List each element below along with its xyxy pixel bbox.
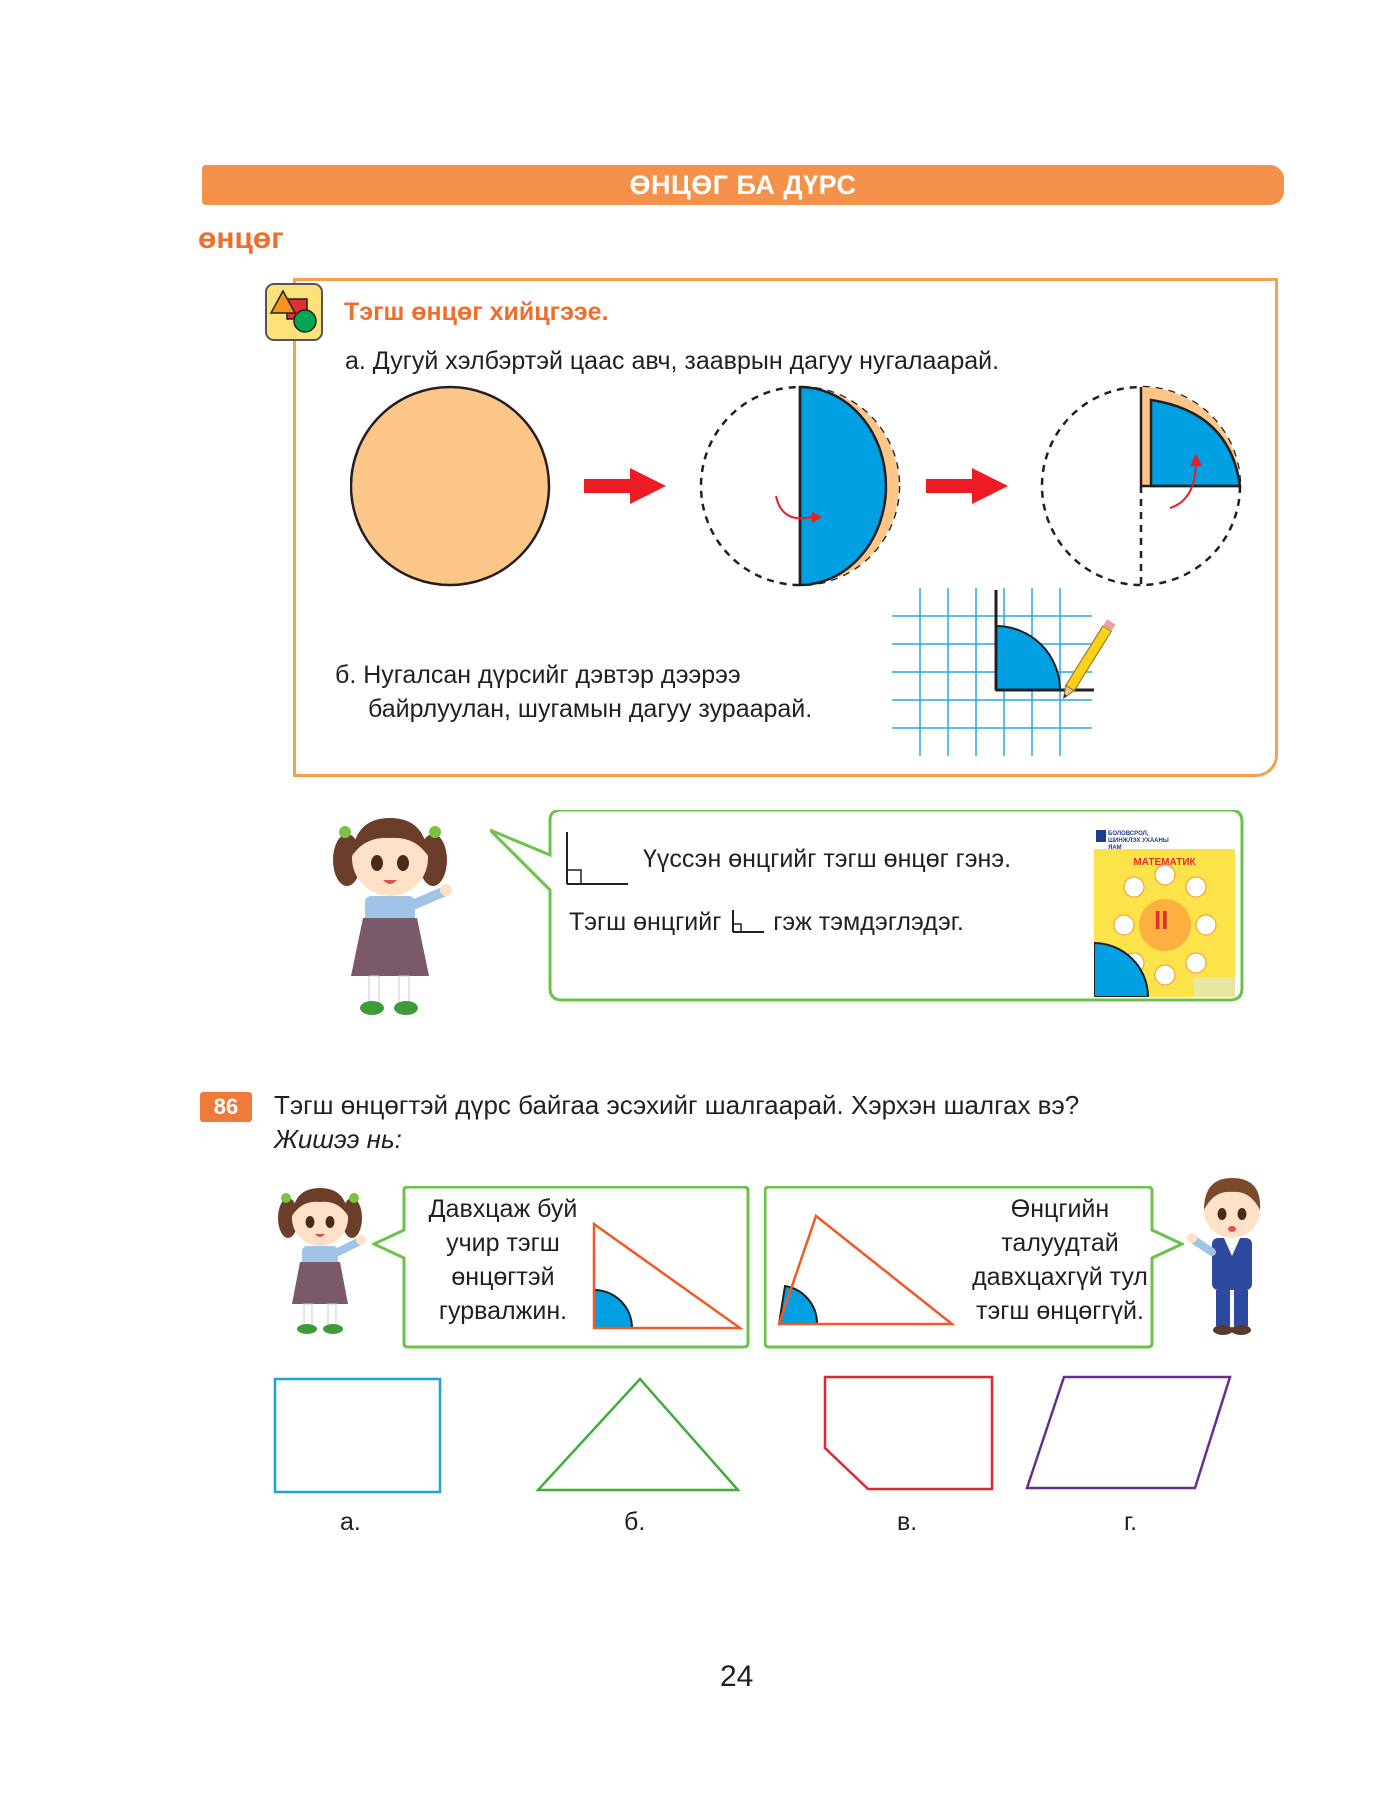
folding-steps-figure [350, 378, 1280, 598]
shapes-icon [265, 283, 323, 341]
step-a-text: а. Дугуй хэлбэртэй цаас авч, зааврын дагуу нугалаарай. [345, 347, 1000, 375]
note-line2-before: Тэгш өнцгийг [569, 908, 722, 936]
shape-label-g: г. [1124, 1508, 1138, 1536]
shape-label-a: а. [340, 1508, 361, 1536]
right-bubble-line: Өнцгийн [1010, 1195, 1110, 1223]
notebook-grid-figure [892, 588, 1132, 758]
right-bubble-text [955, 1192, 1165, 1328]
left-bubble-line: учир тэгш [446, 1229, 560, 1257]
left-bubble-line: Давхцаж буй [428, 1195, 578, 1223]
girl-character-illustration [325, 808, 465, 1023]
shape-triangle [538, 1379, 738, 1490]
textbook-cover [1094, 827, 1235, 997]
left-bubble-line: гурвалжин. [438, 1297, 568, 1325]
quarter-folded-circle [1042, 387, 1240, 585]
right-bubble-line: тэгш өнцөггүй. [976, 1297, 1144, 1325]
half-folded-circle [701, 387, 899, 585]
note-line1: Үүссэн өнцгийг тэгш өнцөг гэнэ. [643, 845, 1012, 873]
book-brand: БОЛОВСРОЛ, ШИНЖЛЭХ УХААНЫ ЯАМ [1108, 831, 1169, 851]
boy-character-illustration [1186, 1172, 1276, 1342]
chapter-title: ӨНЦӨГ БА ДҮРС [629, 170, 857, 200]
page-number: 24 [720, 1660, 754, 1693]
step-b-line1: б. Нугалсан дүрсийг дэвтэр дээрээ [335, 661, 741, 689]
right-bubble-line: давхцахгүй тул [972, 1263, 1148, 1291]
shape-rectangle [275, 1379, 440, 1492]
arrow-right-icon [584, 468, 666, 504]
shape-label-b: б. [624, 1508, 646, 1536]
book-title: МАТЕМАТИК [1133, 857, 1196, 868]
right-bubble-line: талуудтай [1001, 1229, 1119, 1257]
shape-label-v: в. [897, 1508, 918, 1536]
exercise-text: Тэгш өнцөгтэй дүрс байгаа эсэхийг шалгаарай. Хэрхэн шалгах вэ? [274, 1090, 1080, 1120]
exercise-number-badge: 86 [200, 1092, 252, 1122]
left-bubble-line: өнцөгтэй [451, 1263, 555, 1291]
section-title: өнцөг [198, 222, 284, 255]
activity-title: Тэгш өнцөг хийцгээе. [344, 298, 609, 326]
shapes-row [270, 1374, 1250, 1514]
arrow-right-icon [926, 468, 1008, 504]
note-line2-after: гэж тэмдэглэдэг. [773, 908, 964, 936]
girl-character-illustration [272, 1180, 372, 1340]
shape-cut-rectangle [825, 1377, 992, 1489]
book-number: II [1154, 905, 1169, 935]
paper-circle [351, 387, 549, 585]
shape-parallelogram [1027, 1377, 1230, 1488]
right-angle-icon [728, 908, 766, 934]
chapter-title-bar [202, 165, 1284, 205]
note-line2 [569, 908, 964, 937]
example-label: Жишээ нь: [274, 1124, 402, 1154]
step-b-line2: байрлуулан, шугамын дагуу зураарай. [368, 695, 813, 723]
left-bubble-text [408, 1192, 598, 1328]
